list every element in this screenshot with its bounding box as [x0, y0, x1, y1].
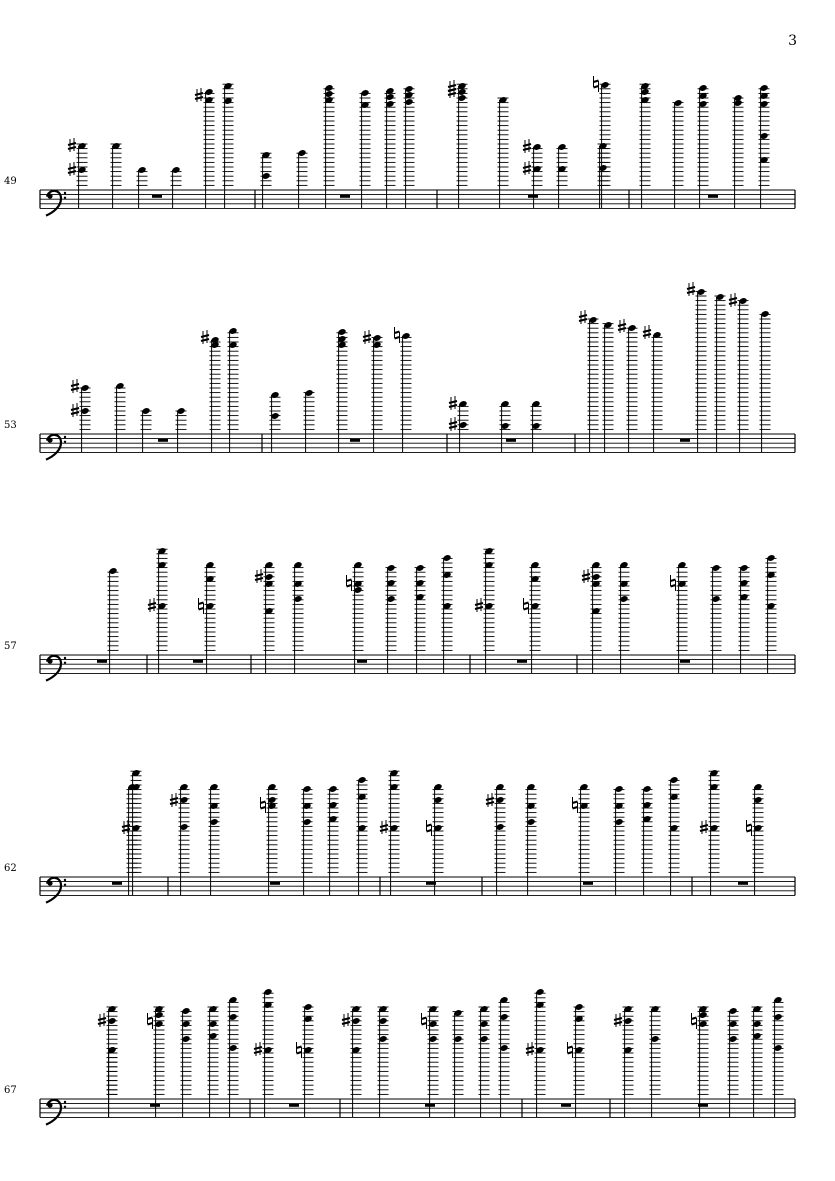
chord — [692, 1005, 709, 1117]
chord — [687, 282, 707, 452]
sharp-stroke — [68, 143, 76, 145]
sharp-stroke — [475, 603, 483, 605]
whole-rest-icon — [528, 195, 538, 198]
chord — [747, 783, 764, 895]
chord — [475, 547, 495, 673]
chord — [531, 400, 542, 452]
chord — [594, 76, 611, 208]
chord — [176, 407, 187, 452]
sharp-icon — [170, 793, 178, 807]
chord — [733, 94, 744, 208]
chord — [261, 783, 278, 895]
natural-stroke — [747, 830, 752, 832]
chord — [557, 143, 568, 208]
natural-stroke — [671, 585, 676, 587]
chord — [640, 82, 651, 208]
whole-rest-icon — [289, 1104, 299, 1107]
chord — [380, 769, 400, 895]
sharp-stroke — [526, 1047, 534, 1049]
sharp-icon — [449, 417, 457, 431]
chord — [619, 561, 630, 673]
whole-rest-icon — [680, 660, 690, 663]
sharp-stroke — [68, 167, 76, 169]
chord — [255, 561, 275, 673]
chord — [297, 1003, 314, 1117]
clef-dot — [64, 436, 66, 438]
staff-system — [4, 769, 795, 903]
chord — [643, 325, 663, 452]
sharp-stroke — [523, 170, 531, 172]
chord — [448, 80, 468, 208]
sharp-stroke — [579, 315, 587, 317]
chord — [347, 561, 364, 673]
measure-number: 67 — [4, 1085, 17, 1096]
chord — [107, 1046, 118, 1117]
sharp-stroke — [201, 335, 209, 337]
sharp-stroke — [98, 1018, 106, 1020]
clef-dot — [64, 192, 66, 194]
whole-rest-icon — [340, 195, 350, 198]
sharp-stroke — [729, 298, 737, 300]
sharp-stroke — [448, 85, 456, 87]
sharp-icon — [687, 282, 695, 296]
sharp-stroke — [254, 1051, 262, 1053]
sharp-stroke — [687, 287, 695, 289]
natural-stroke — [427, 825, 432, 827]
sharp-stroke — [475, 607, 483, 609]
natural-icon — [594, 76, 599, 92]
sharp-stroke — [643, 330, 651, 332]
sharp-stroke — [68, 171, 76, 173]
chord — [526, 988, 546, 1117]
chord — [209, 783, 220, 895]
chord — [386, 564, 397, 673]
whole-rest-icon — [738, 882, 748, 885]
natural-stroke — [427, 830, 432, 832]
sharp-stroke — [448, 89, 456, 91]
natural-stroke — [395, 332, 400, 334]
measure-number: 57 — [4, 641, 17, 652]
chord — [618, 319, 638, 452]
whole-rest-icon — [583, 882, 593, 885]
sharp-icon — [255, 569, 263, 583]
sharp-stroke — [700, 829, 708, 831]
clef-dot — [64, 879, 66, 881]
chord — [669, 776, 680, 895]
chord — [498, 96, 509, 208]
sharp-stroke — [380, 829, 388, 831]
chord — [526, 783, 537, 895]
staff-system — [4, 76, 795, 216]
sharp-stroke — [523, 166, 531, 168]
sharp-icon — [201, 330, 209, 344]
staff-system — [4, 988, 795, 1125]
whole-rest-icon — [112, 882, 122, 885]
whole-rest-icon — [561, 1104, 571, 1107]
natural-stroke — [148, 1023, 153, 1025]
whole-rest-icon — [708, 195, 718, 198]
clef-dot — [47, 659, 52, 664]
sharp-stroke — [148, 607, 156, 609]
chord — [115, 382, 126, 452]
sharp-icon — [579, 310, 587, 324]
sharp-icon — [71, 403, 79, 417]
natural-icon — [395, 327, 400, 343]
sharp-stroke — [700, 825, 708, 827]
whole-rest-icon — [517, 660, 527, 663]
sharp-icon — [68, 138, 76, 152]
sharp-stroke — [195, 97, 203, 99]
chord — [422, 1005, 439, 1117]
chord — [342, 1005, 362, 1117]
chord — [614, 1005, 634, 1117]
chord — [739, 564, 750, 673]
natural-stroke — [297, 1052, 302, 1054]
sharp-stroke — [486, 798, 494, 800]
sharp-icon — [195, 88, 203, 102]
whole-rest-icon — [152, 195, 162, 198]
clef-dot — [64, 662, 66, 664]
clef-dot — [47, 1103, 52, 1108]
whole-rest-icon — [357, 660, 367, 663]
sharp-stroke — [486, 802, 494, 804]
sharp-stroke — [614, 1022, 622, 1024]
chord — [208, 1005, 219, 1117]
whole-rest-icon — [150, 1104, 160, 1107]
natural-stroke — [692, 1018, 697, 1020]
chord — [360, 89, 371, 208]
sharp-stroke — [71, 388, 79, 390]
natural-icon — [671, 575, 676, 591]
clef-dot — [64, 1106, 66, 1108]
chord — [642, 785, 653, 895]
natural-stroke — [692, 1023, 697, 1025]
sharp-stroke — [170, 802, 178, 804]
chord — [573, 783, 590, 895]
chord — [293, 561, 304, 673]
chord — [453, 1009, 464, 1117]
clef-dot — [47, 438, 52, 443]
sharp-stroke — [342, 1022, 350, 1024]
sharp-icon — [486, 793, 494, 807]
chord — [127, 783, 138, 895]
natural-icon — [427, 820, 432, 836]
chord — [415, 564, 426, 673]
whole-rest-icon — [506, 439, 516, 442]
chord — [582, 561, 602, 673]
sharp-stroke — [449, 426, 457, 428]
chord — [68, 138, 88, 208]
chord — [650, 1005, 661, 1117]
sharp-stroke — [98, 1022, 106, 1024]
sharp-stroke — [71, 384, 79, 386]
chord — [760, 310, 771, 452]
chord — [148, 1005, 165, 1117]
measure-number: 62 — [4, 863, 17, 874]
whole-rest-icon — [680, 439, 690, 442]
natural-stroke — [422, 1018, 427, 1020]
natural-stroke — [671, 580, 676, 582]
whole-rest-icon — [350, 439, 360, 442]
sharp-icon — [526, 1042, 534, 1056]
measure-number: 49 — [4, 176, 17, 187]
sharp-stroke — [687, 291, 695, 293]
natural-stroke — [395, 337, 400, 339]
chord — [442, 554, 453, 673]
sharp-stroke — [195, 93, 203, 95]
sharp-stroke — [449, 422, 457, 424]
chord — [199, 561, 216, 673]
chord — [71, 379, 91, 452]
chord — [524, 561, 541, 673]
whole-rest-icon — [193, 660, 203, 663]
sharp-stroke — [255, 574, 263, 576]
sharp-stroke — [363, 335, 371, 337]
chord — [254, 988, 274, 1117]
chord — [357, 776, 368, 895]
natural-stroke — [573, 802, 578, 804]
chord — [715, 293, 726, 452]
chord — [223, 82, 234, 208]
chord — [671, 561, 688, 673]
chord — [500, 400, 511, 452]
chord — [579, 310, 599, 452]
sharp-stroke — [170, 798, 178, 800]
chord — [137, 166, 148, 208]
natural-stroke — [347, 585, 352, 587]
clef-dot — [64, 441, 66, 443]
natural-stroke — [261, 807, 266, 809]
clef-dot — [47, 194, 52, 199]
sharp-stroke — [201, 339, 209, 341]
sharp-icon — [582, 569, 590, 583]
sharp-icon — [449, 396, 457, 410]
chord — [111, 142, 122, 208]
sharp-icon — [475, 598, 483, 612]
natural-icon — [148, 1013, 153, 1029]
natural-icon — [573, 797, 578, 813]
sharp-stroke — [582, 574, 590, 576]
natural-icon — [568, 1042, 573, 1058]
chord — [449, 396, 469, 452]
sharp-stroke — [526, 1051, 534, 1053]
natural-stroke — [568, 1047, 573, 1049]
natural-stroke — [261, 802, 266, 804]
chord — [486, 783, 506, 895]
chord — [728, 1007, 739, 1117]
sharp-icon — [342, 1013, 350, 1027]
chord — [752, 1005, 763, 1117]
sharp-icon — [98, 1013, 106, 1027]
chord — [673, 99, 684, 208]
clef-dot — [64, 1101, 66, 1103]
sharp-icon — [700, 820, 708, 834]
chord — [523, 139, 543, 208]
sharp-stroke — [618, 324, 626, 326]
natural-stroke — [594, 81, 599, 83]
chord — [598, 142, 609, 208]
sharp-icon — [729, 293, 737, 307]
clef-dot — [47, 881, 52, 886]
chord — [614, 785, 625, 895]
chord — [108, 567, 119, 673]
sharp-stroke — [614, 1018, 622, 1020]
sharp-stroke — [579, 319, 587, 321]
sharp-icon — [618, 319, 626, 333]
natural-icon — [297, 1042, 302, 1058]
natural-stroke — [347, 580, 352, 582]
natural-stroke — [747, 825, 752, 827]
sharp-stroke — [523, 148, 531, 150]
sharp-stroke — [342, 1018, 350, 1020]
sharp-stroke — [380, 825, 388, 827]
chord — [700, 769, 720, 895]
natural-stroke — [573, 807, 578, 809]
sharp-stroke — [148, 603, 156, 605]
sharp-stroke — [254, 1047, 262, 1049]
natural-stroke — [524, 608, 529, 610]
sharp-stroke — [68, 147, 76, 149]
measure-number: 53 — [4, 420, 17, 431]
natural-stroke — [594, 86, 599, 88]
natural-icon — [422, 1013, 427, 1029]
sharp-stroke — [449, 401, 457, 403]
sharp-icon — [254, 1042, 262, 1056]
natural-icon — [524, 598, 529, 614]
sharp-icon — [523, 139, 531, 153]
natural-icon — [747, 820, 752, 836]
staff-system — [4, 547, 795, 681]
chord — [171, 166, 182, 208]
chord — [766, 554, 777, 673]
natural-stroke — [568, 1052, 573, 1054]
sharp-stroke — [523, 144, 531, 146]
chord — [181, 1007, 192, 1117]
natural-stroke — [524, 603, 529, 605]
chord — [170, 783, 190, 895]
chord — [148, 547, 168, 673]
chord — [141, 407, 152, 452]
whole-rest-icon — [270, 882, 280, 885]
chord — [427, 783, 444, 895]
sharp-stroke — [448, 93, 456, 95]
sharp-icon — [380, 820, 388, 834]
sharp-stroke — [71, 412, 79, 414]
sharp-stroke — [618, 328, 626, 330]
natural-stroke — [199, 603, 204, 605]
natural-stroke — [297, 1047, 302, 1049]
sharp-icon — [71, 379, 79, 393]
sharp-icon — [148, 598, 156, 612]
sharp-stroke — [363, 339, 371, 341]
natural-stroke — [148, 1018, 153, 1020]
natural-icon — [199, 598, 204, 614]
sharp-icon — [448, 80, 456, 94]
clef-dot — [64, 884, 66, 886]
chord — [568, 1003, 585, 1117]
sharp-stroke — [582, 578, 590, 580]
sharp-stroke — [449, 405, 457, 407]
chord — [711, 564, 722, 673]
chord — [479, 1005, 490, 1117]
sharp-stroke — [729, 302, 737, 304]
staff-system — [4, 282, 795, 460]
natural-icon — [261, 797, 266, 813]
chord — [261, 151, 272, 208]
sharp-icon — [614, 1013, 622, 1027]
chord — [98, 1005, 118, 1117]
natural-icon — [692, 1013, 697, 1029]
chord — [302, 785, 313, 895]
chord — [603, 321, 614, 452]
whole-rest-icon — [97, 660, 107, 663]
chord — [328, 785, 339, 895]
clef-dot — [64, 197, 66, 199]
sharp-icon — [68, 162, 76, 176]
natural-stroke — [422, 1023, 427, 1025]
clef-dot — [64, 657, 66, 659]
sharp-icon — [643, 325, 651, 339]
sharp-icon — [363, 330, 371, 344]
sharp-stroke — [71, 408, 79, 410]
whole-rest-icon — [158, 439, 168, 442]
sharp-stroke — [643, 334, 651, 336]
sharp-icon — [523, 161, 531, 175]
chord — [378, 1005, 389, 1117]
chord — [729, 293, 749, 452]
page-number: 3 — [788, 33, 797, 49]
natural-icon — [347, 575, 352, 591]
natural-stroke — [199, 608, 204, 610]
sharp-stroke — [255, 578, 263, 580]
